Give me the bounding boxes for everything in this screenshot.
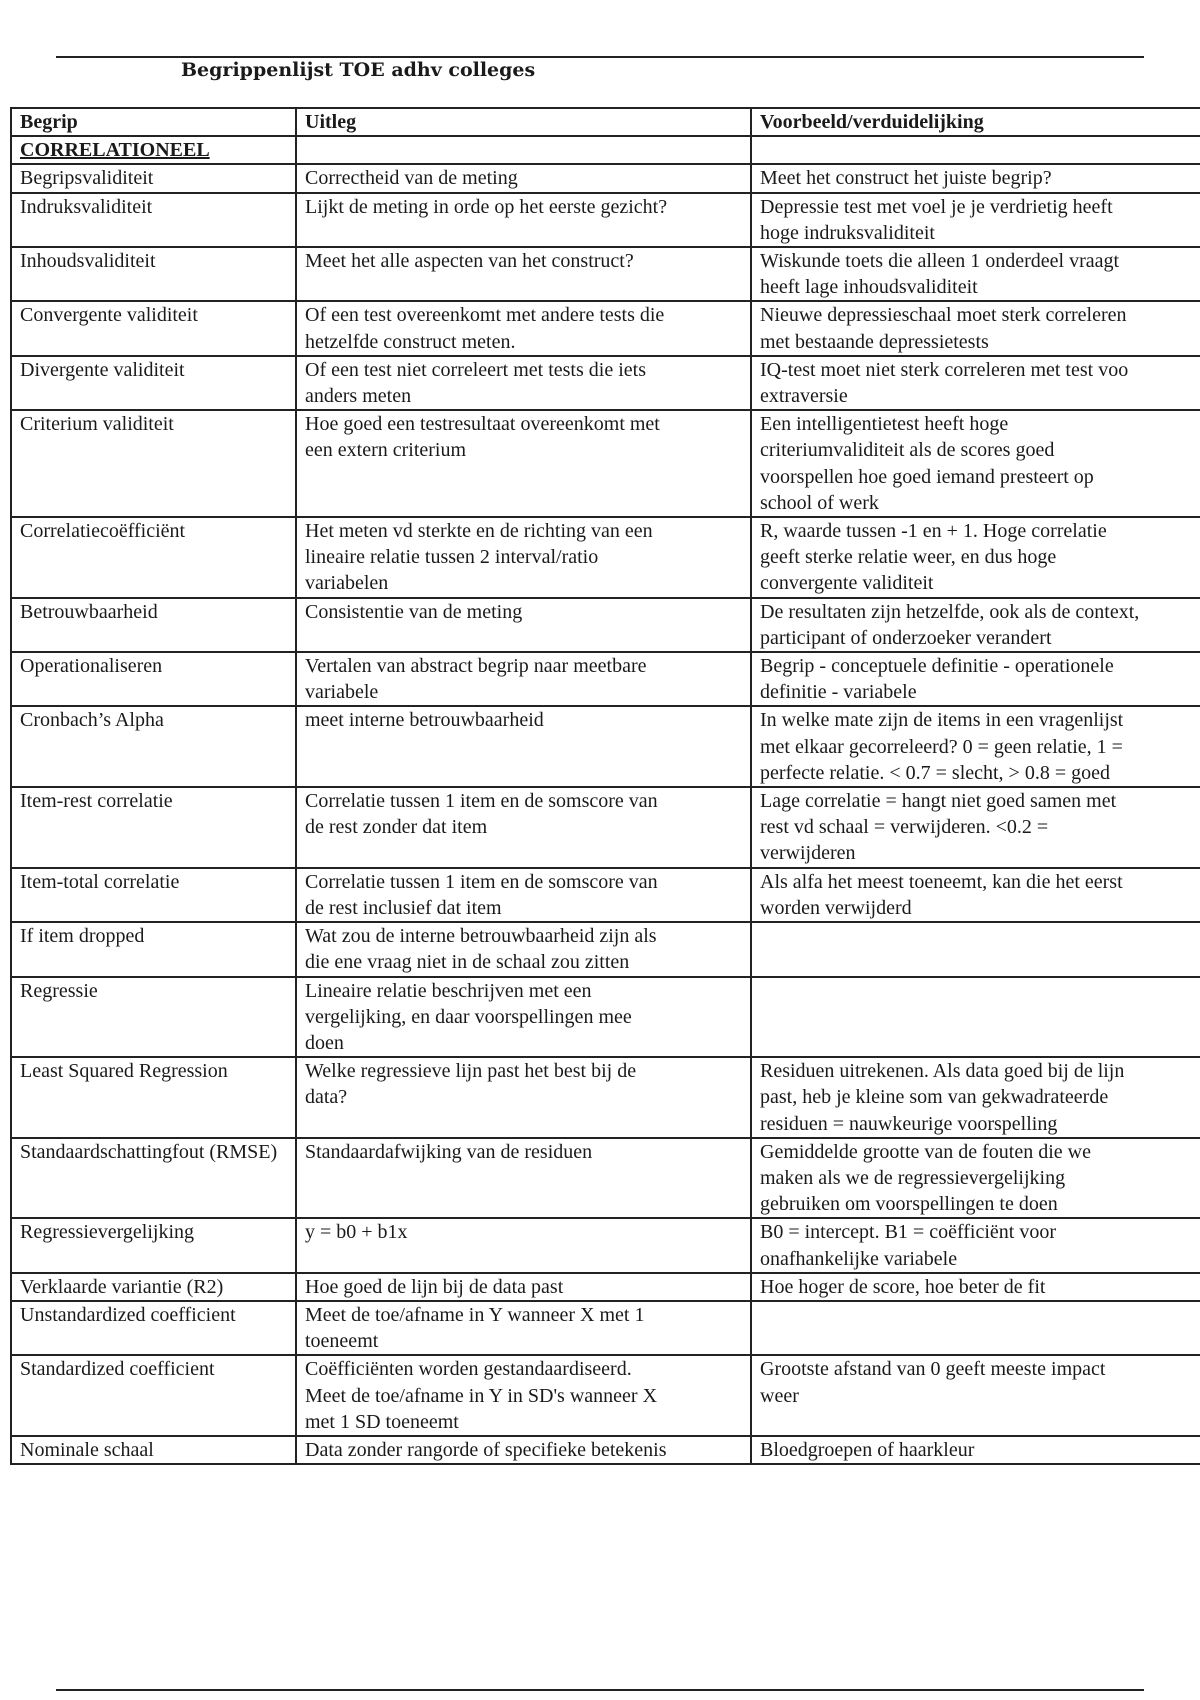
- example-cell: [751, 868, 1200, 922]
- term-cell: Regressievergelijking: [11, 1218, 296, 1272]
- explanation-line: Correctheid van de meting: [305, 167, 518, 190]
- term-cell: Verklaarde variantie (R2): [11, 1273, 296, 1301]
- explanation-line: Het meten vd sterkte en de richting van een: [305, 520, 653, 543]
- example-line: IQ-test moet niet sterk correleren met test voo: [760, 358, 1129, 381]
- example-line: hoge indruksvaliditeit: [760, 221, 935, 244]
- section-empty-cell: [296, 136, 751, 164]
- example-line: convergente validiteit: [760, 572, 934, 595]
- example-cell: [751, 1301, 1200, 1355]
- table-header-row: [11, 108, 1200, 136]
- example-cell: [751, 301, 1200, 355]
- term-cell: Standaardschattingfout (RMSE): [11, 1138, 296, 1219]
- example-line: Lage correlatie = hangt niet goed samen met: [760, 790, 1117, 813]
- example-cell: [751, 1138, 1200, 1219]
- example-cell: [751, 517, 1200, 598]
- explanation-line: anders meten: [305, 385, 412, 408]
- explanation-cell: [296, 1218, 751, 1272]
- example-line: Een intelligentietest heeft hoge: [760, 413, 1009, 436]
- example-line: Residuen uitrekenen. Als data goed bij de lijn: [760, 1060, 1125, 1083]
- glossary-table: [10, 107, 1200, 1465]
- term-cell: Standardized coefficient: [11, 1355, 296, 1436]
- explanation-line: Meet de toe/afname in Y wanneer X met 1: [305, 1303, 645, 1326]
- term-cell: Begripsvaliditeit: [11, 164, 296, 192]
- example-line: heeft lage inhoudsvaliditeit: [760, 276, 978, 299]
- example-line: B0 = intercept. B1 = coëfficiënt voor: [760, 1221, 1056, 1244]
- explanation-line: Lineaire relatie beschrijven met een: [305, 979, 592, 1002]
- document-title: Begrippenlijst TOE adhv colleges: [181, 59, 536, 81]
- table-row: [11, 1218, 1200, 1272]
- term-cell: Inhoudsvaliditeit: [11, 247, 296, 301]
- explanation-cell: [296, 517, 751, 598]
- example-cell: [751, 356, 1200, 410]
- table-row: [11, 1273, 1200, 1301]
- example-cell: [751, 410, 1200, 517]
- example-cell: [751, 652, 1200, 706]
- term-cell: Regressie: [11, 977, 296, 1058]
- example-line: In welke mate zijn de items in een vragenlijst: [760, 709, 1124, 732]
- term-cell: Operationaliseren: [11, 652, 296, 706]
- explanation-line: een extern criterium: [305, 439, 467, 462]
- explanation-line: meet interne betrouwbaarheid: [305, 709, 544, 732]
- explanation-cell: [296, 1355, 751, 1436]
- table-row: [11, 193, 1200, 247]
- example-line: perfecte relatie. < 0.7 = slecht, > 0.8 = goed: [760, 761, 1110, 784]
- section-row: [11, 136, 1200, 164]
- term-cell: Betrouwbaarheid: [11, 598, 296, 652]
- example-line: Hoe hoger de score, hoe beter de fit: [760, 1275, 1046, 1298]
- explanation-line: vergelijking, en daar voorspellingen mee: [305, 1005, 632, 1028]
- explanation-line: Wat zou de interne betrouwbaarheid zijn als: [305, 925, 657, 948]
- example-line: met bestaande depressietests: [760, 330, 989, 353]
- table-row: [11, 301, 1200, 355]
- explanation-line: Of een test overeenkomt met andere tests die: [305, 304, 665, 327]
- explanation-cell: [296, 652, 751, 706]
- example-line: extraversie: [760, 385, 848, 408]
- table-row: [11, 1436, 1200, 1464]
- explanation-line: Coëfficiënten worden gestandaardiseerd.: [305, 1358, 632, 1381]
- example-cell: [751, 1355, 1200, 1436]
- explanation-cell: [296, 868, 751, 922]
- example-line: participant of onderzoeker verandert: [760, 626, 1052, 649]
- table-row: [11, 652, 1200, 706]
- example-cell: [751, 977, 1200, 1058]
- table-row: [11, 868, 1200, 922]
- section-empty-cell: [751, 136, 1200, 164]
- example-line: Meet het construct het juiste begrip?: [760, 167, 1052, 190]
- explanation-line: Correlatie tussen 1 item en de somscore van: [305, 870, 658, 893]
- example-line: onafhankelijke variabele: [760, 1247, 958, 1270]
- term-cell: Least Squared Regression: [11, 1057, 296, 1138]
- term-cell: Divergente validiteit: [11, 356, 296, 410]
- explanation-cell: [296, 193, 751, 247]
- term-cell: Convergente validiteit: [11, 301, 296, 355]
- explanation-line: Of een test niet correleert met tests die iets: [305, 358, 646, 381]
- example-cell: [751, 922, 1200, 976]
- example-line: maken als we de regressievergelijking: [760, 1166, 1066, 1189]
- explanation-cell: [296, 1057, 751, 1138]
- example-cell: [751, 247, 1200, 301]
- table-row: [11, 706, 1200, 787]
- example-line: Begrip - conceptuele definitie - operationele: [760, 655, 1114, 678]
- explanation-line: Welke regressieve lijn past het best bij de: [305, 1060, 637, 1083]
- explanation-line: de rest zonder dat item: [305, 816, 488, 839]
- explanation-line: Correlatie tussen 1 item en de somscore van: [305, 790, 658, 813]
- example-line: rest vd schaal = verwijderen. <0.2 =: [760, 816, 1049, 839]
- explanation-cell: [296, 356, 751, 410]
- explanation-line: Lijkt de meting in orde op het eerste gezicht?: [305, 195, 668, 218]
- explanation-line: die ene vraag niet in de schaal zou zitten: [305, 951, 630, 974]
- example-cell: [751, 193, 1200, 247]
- explanation-cell: [296, 977, 751, 1058]
- term-cell: Cronbach’s Alpha: [11, 706, 296, 787]
- explanation-cell: [296, 301, 751, 355]
- explanation-cell: [296, 1138, 751, 1219]
- term-cell: Item-total correlatie: [11, 868, 296, 922]
- explanation-line: doen: [305, 1031, 344, 1054]
- term-cell: Item-rest correlatie: [11, 787, 296, 868]
- table-row: [11, 1057, 1200, 1138]
- term-cell: Nominale schaal: [11, 1436, 296, 1464]
- example-line: R, waarde tussen -1 en + 1. Hoge correlatie: [760, 520, 1107, 543]
- explanation-line: Hoe goed een testresultaat overeenkomt met: [305, 413, 660, 436]
- example-line: voorspellen hoe goed iemand presteert op: [760, 465, 1094, 488]
- explanation-cell: [296, 164, 751, 192]
- section-label: CORRELATIONEEL: [11, 136, 296, 164]
- explanation-line: Standaardafwijking van de residuen: [305, 1140, 593, 1163]
- example-line: De resultaten zijn hetzelfde, ook als de context,: [760, 600, 1140, 623]
- example-line: Gemiddelde grootte van de fouten die we: [760, 1140, 1091, 1163]
- table-row: [11, 356, 1200, 410]
- explanation-line: toeneemt: [305, 1330, 379, 1353]
- example-line: worden verwijderd: [760, 896, 912, 919]
- explanation-cell: [296, 1273, 751, 1301]
- example-line: geeft sterke relatie weer, en dus hoge: [760, 546, 1057, 569]
- explanation-line: Meet het alle aspecten van het construct?: [305, 250, 634, 273]
- example-line: definitie - variabele: [760, 681, 917, 704]
- explanation-cell: [296, 247, 751, 301]
- explanation-line: y = b0 + b1x: [305, 1221, 408, 1244]
- table-row: [11, 977, 1200, 1058]
- table-row: [11, 1301, 1200, 1355]
- example-line: Nieuwe depressieschaal moet sterk correleren: [760, 304, 1127, 327]
- term-cell: Correlatiecoëfficiënt: [11, 517, 296, 598]
- example-cell: [751, 787, 1200, 868]
- explanation-cell: [296, 410, 751, 517]
- example-line: school of werk: [760, 491, 879, 514]
- example-cell: [751, 1273, 1200, 1301]
- example-cell: [751, 706, 1200, 787]
- explanation-line: met 1 SD toeneemt: [305, 1410, 459, 1433]
- table-row: [11, 1355, 1200, 1436]
- example-line: Wiskunde toets die alleen 1 onderdeel vraagt: [760, 250, 1120, 273]
- example-line: Bloedgroepen of haarkleur: [760, 1438, 975, 1461]
- example-line: residuen = nauwkeurige voorspelling: [760, 1112, 1058, 1135]
- example-line: verwijderen: [760, 842, 856, 865]
- explanation-cell: [296, 1301, 751, 1355]
- example-line: gebruiken om voorspellingen te doen: [760, 1193, 1058, 1216]
- example-cell: [751, 1436, 1200, 1464]
- explanation-line: hetzelfde construct meten.: [305, 330, 516, 353]
- explanation-cell: [296, 1436, 751, 1464]
- example-cell: [751, 164, 1200, 192]
- explanation-cell: [296, 706, 751, 787]
- footer-rule: [56, 1689, 1144, 1691]
- example-line: Depressie test met voel je je verdrietig heeft: [760, 195, 1113, 218]
- example-line: Grootste afstand van 0 geeft meeste impact: [760, 1358, 1106, 1381]
- table-row: [11, 164, 1200, 192]
- example-line: criteriumvaliditeit als de scores goed: [760, 439, 1055, 462]
- explanation-line: data?: [305, 1086, 348, 1109]
- explanation-cell: [296, 598, 751, 652]
- table-row: [11, 922, 1200, 976]
- example-cell: [751, 598, 1200, 652]
- explanation-line: Hoe goed de lijn bij de data past: [305, 1275, 564, 1298]
- term-cell: Criterium validiteit: [11, 410, 296, 517]
- explanation-line: variabele: [305, 681, 379, 704]
- table-row: [11, 787, 1200, 868]
- explanation-cell: [296, 922, 751, 976]
- explanation-cell: [296, 787, 751, 868]
- header-term: Begrip: [11, 108, 296, 136]
- example-line: met elkaar gecorreleerd? 0 = geen relatie, 1 =: [760, 735, 1123, 758]
- explanation-line: lineaire relatie tussen 2 interval/ratio: [305, 546, 599, 569]
- explanation-line: Consistentie van de meting: [305, 600, 523, 623]
- table-row: [11, 247, 1200, 301]
- term-cell: Indruksvaliditeit: [11, 193, 296, 247]
- explanation-line: variabelen: [305, 572, 389, 595]
- table-row: [11, 1138, 1200, 1219]
- example-cell: [751, 1218, 1200, 1272]
- explanation-line: Data zonder rangorde of specifieke betekenis: [305, 1438, 667, 1461]
- term-cell: Unstandardized coefficient: [11, 1301, 296, 1355]
- term-cell: If item dropped: [11, 922, 296, 976]
- example-line: weer: [760, 1384, 799, 1407]
- example-line: Als alfa het meest toeneemt, kan die het eerst: [760, 870, 1123, 893]
- explanation-line: Vertalen van abstract begrip naar meetbare: [305, 655, 647, 678]
- table-row: [11, 410, 1200, 517]
- explanation-line: Meet de toe/afname in Y in SD's wanneer X: [305, 1384, 658, 1407]
- table-row: [11, 517, 1200, 598]
- example-cell: [751, 1057, 1200, 1138]
- header-explanation: Uitleg: [296, 108, 751, 136]
- example-line: past, heb je kleine som van gekwadrateerde: [760, 1086, 1109, 1109]
- table-row: [11, 598, 1200, 652]
- header-example: Voorbeeld/verduidelijking: [751, 108, 1200, 136]
- explanation-line: de rest inclusief dat item: [305, 896, 502, 919]
